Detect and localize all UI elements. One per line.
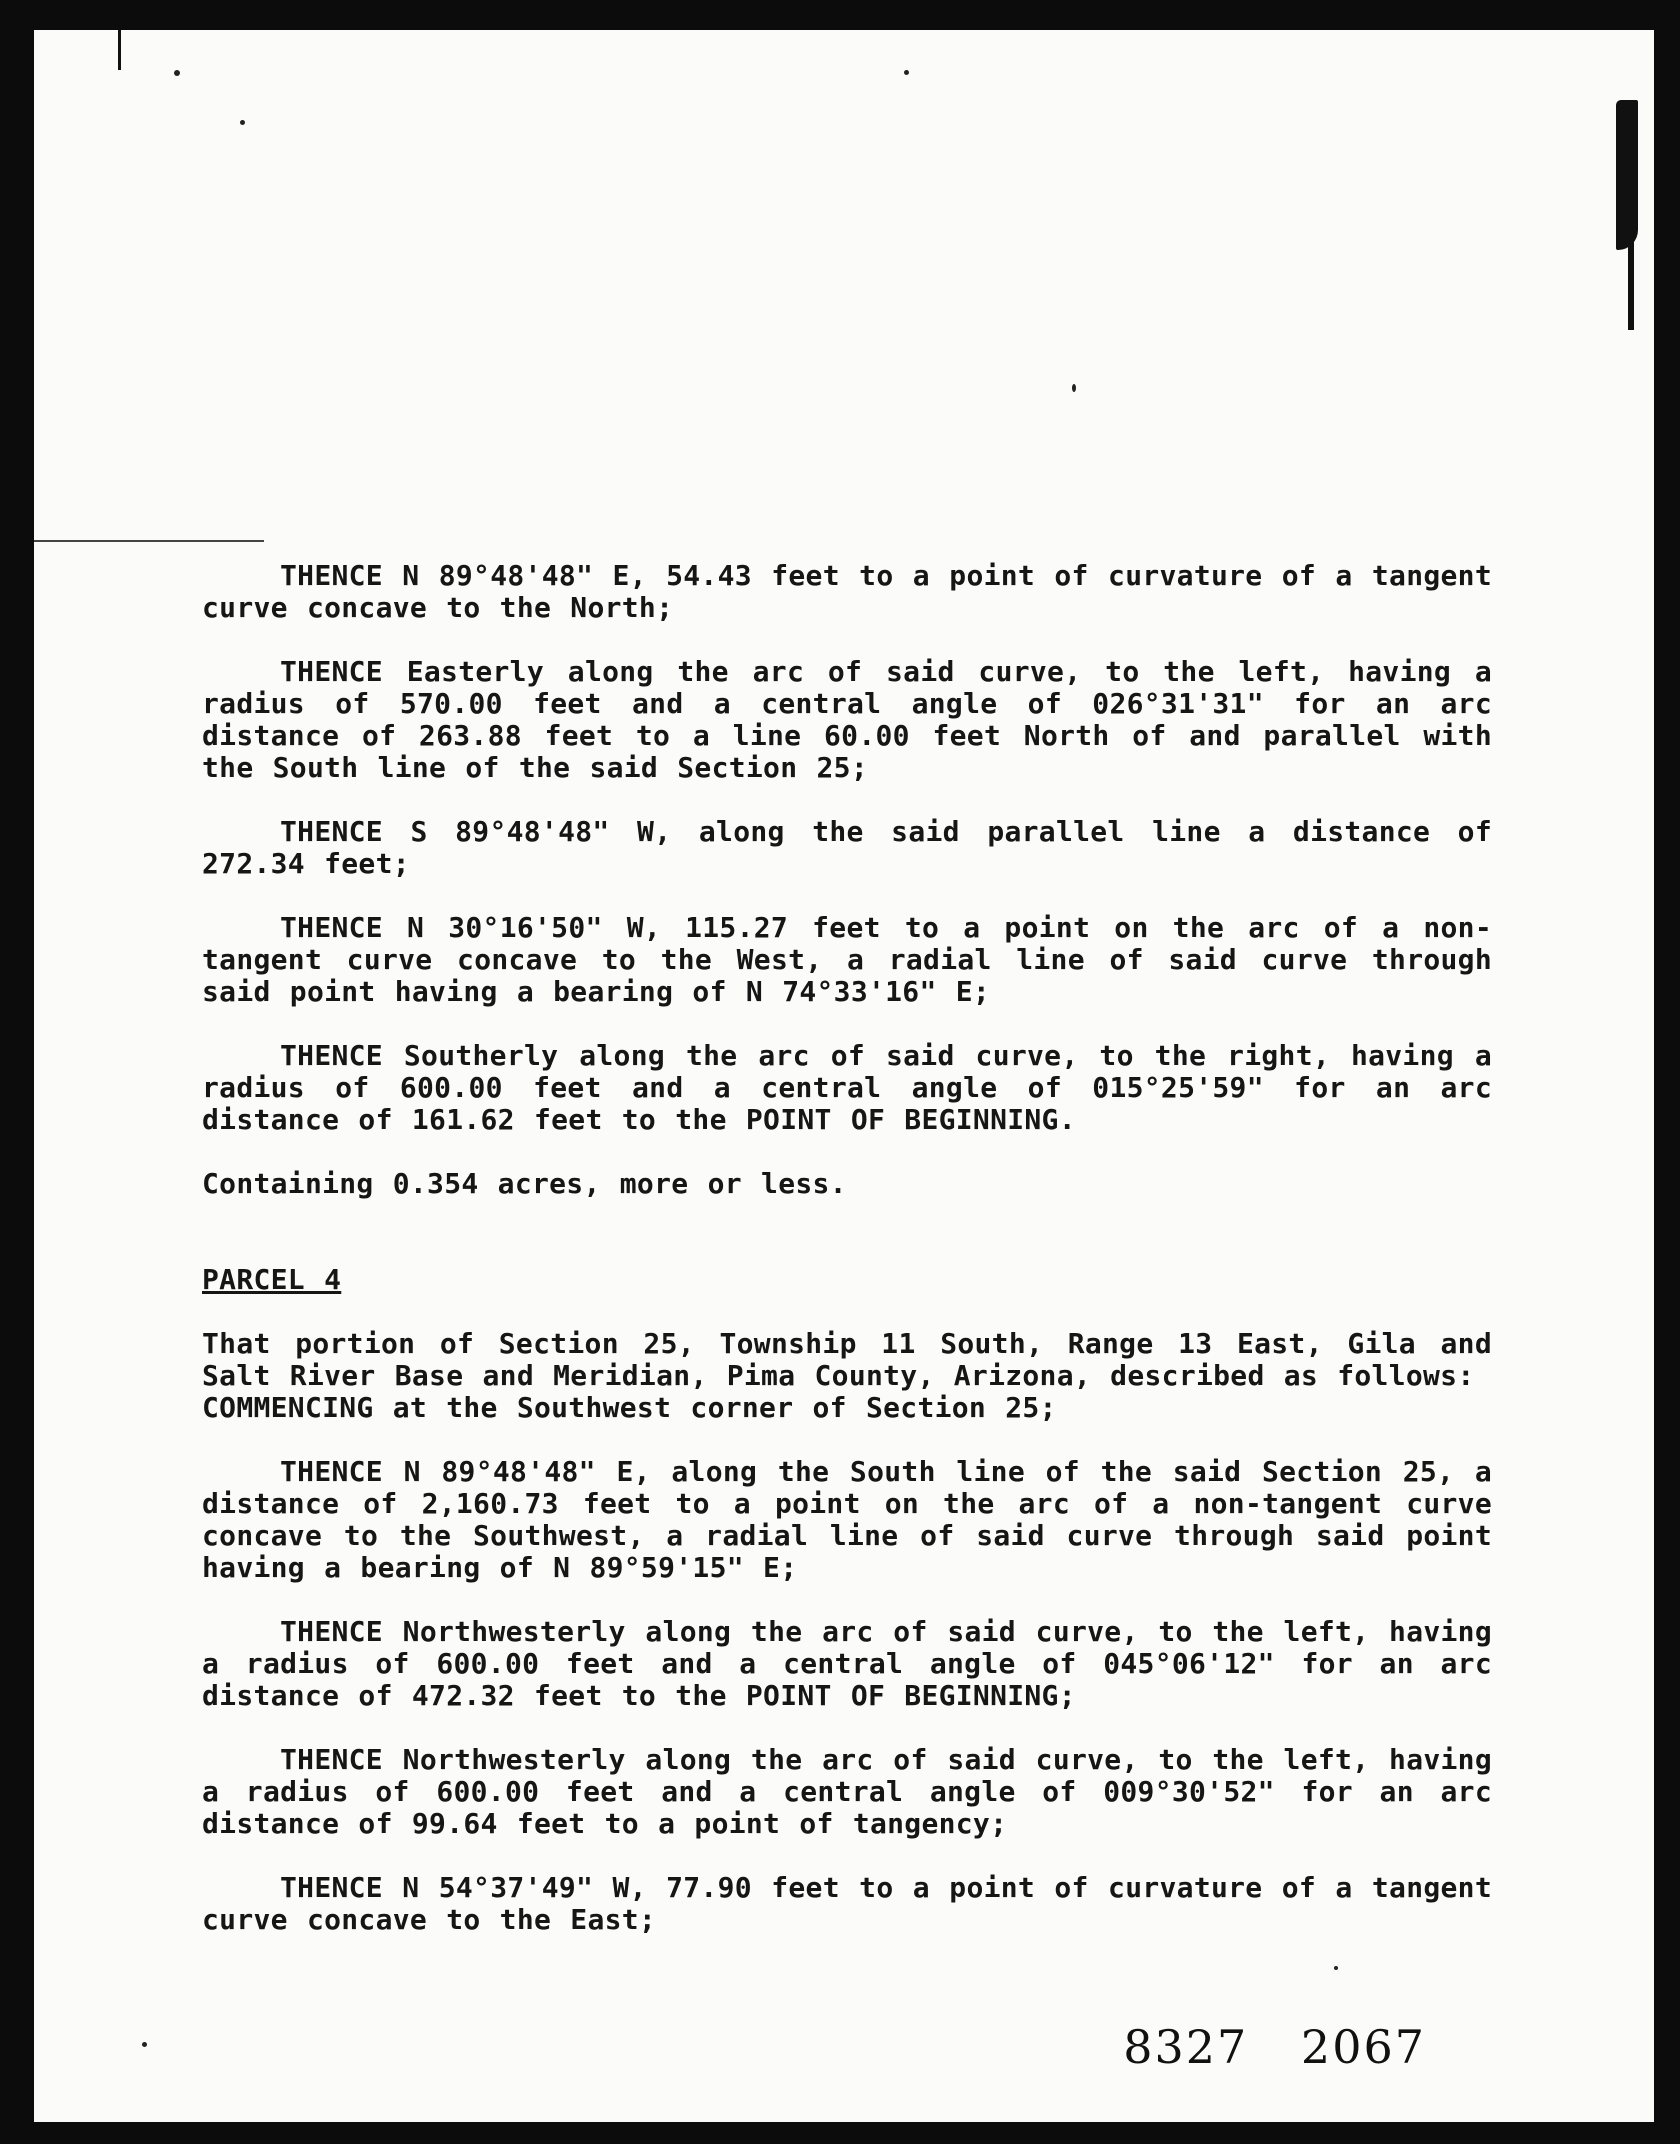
paragraph: THENCE N 89°48'48" E, 54.43 feet to a point of curvature of a tangent curve concave to the North; <box>202 559 1492 624</box>
paragraph: THENCE N 54°37'49" W, 77.90 feet to a point of curvature of a tangent curve concave to the East; <box>202 1871 1492 1936</box>
paragraph: THENCE Southerly along the arc of said curve, to the right, having a radius of 600.00 feet and a central angle of 015°25'59" for an arc distance of 161.62 feet to the POINT OF BEGINNING. <box>202 1039 1492 1136</box>
paragraph: THENCE Northwesterly along the arc of said curve, to the left, having a radius of 600.00 feet and a central angle of 045°06'12" for an arc distance of 472.32 feet to the POINT OF BEGINNING; <box>202 1615 1492 1712</box>
scan-edge-mark <box>118 30 121 70</box>
paragraph: That portion of Section 25, Township 11 South, Range 13 East, Gila and Salt River Base and Meridian, Pima County, Arizona, described as follows: <box>202 1327 1492 1392</box>
scan-speck <box>1072 384 1076 392</box>
paragraph: THENCE Easterly along the arc of said curve, to the left, having a radius of 570.00 feet and a central angle of 026°31'31" for an arc distance of 263.88 feet to a line 60.00 feet North of and parallel with the South line of the said Section 25; <box>202 655 1492 784</box>
scan-edge-mark <box>1628 240 1634 330</box>
paragraph: THENCE S 89°48'48" W, along the said parallel line a distance of 272.34 feet; <box>202 815 1492 880</box>
scan-edge-mark <box>34 540 264 542</box>
paragraph: Containing 0.354 acres, more or less. <box>202 1167 847 1200</box>
scan-speck <box>142 2042 147 2047</box>
scan-speck <box>1334 1966 1338 1970</box>
scan-speck <box>904 70 909 75</box>
paragraph: THENCE Northwesterly along the arc of said curve, to the left, having a radius of 600.00 feet and a central angle of 009°30'52" for an arc distance of 99.64 feet to a point of tangency; <box>202 1743 1492 1840</box>
paragraph: COMMENCING at the Southwest corner of Section 25; <box>202 1391 1057 1424</box>
parcel-heading: PARCEL 4 <box>202 1263 342 1296</box>
page-number: 8327 2067 <box>1123 2020 1426 2074</box>
paragraph: THENCE N 89°48'48" E, along the South line of the said Section 25, a distance of 2,160.73 feet to a point on the arc of a non-tangent curve concave to the Southwest, a radial line of said curve through said point having a bearing of N 89°59'15" E; <box>202 1455 1492 1584</box>
scan-speck <box>240 120 245 125</box>
scanned-page <box>34 30 1654 2122</box>
scan-speck <box>174 70 180 76</box>
scan-edge-mark <box>1616 100 1638 250</box>
paragraph: THENCE N 30°16'50" W, 115.27 feet to a point on the arc of a non-tangent curve concave to the West, a radial line of said curve through said point having a bearing of N 74°33'16" E; <box>202 911 1492 1008</box>
